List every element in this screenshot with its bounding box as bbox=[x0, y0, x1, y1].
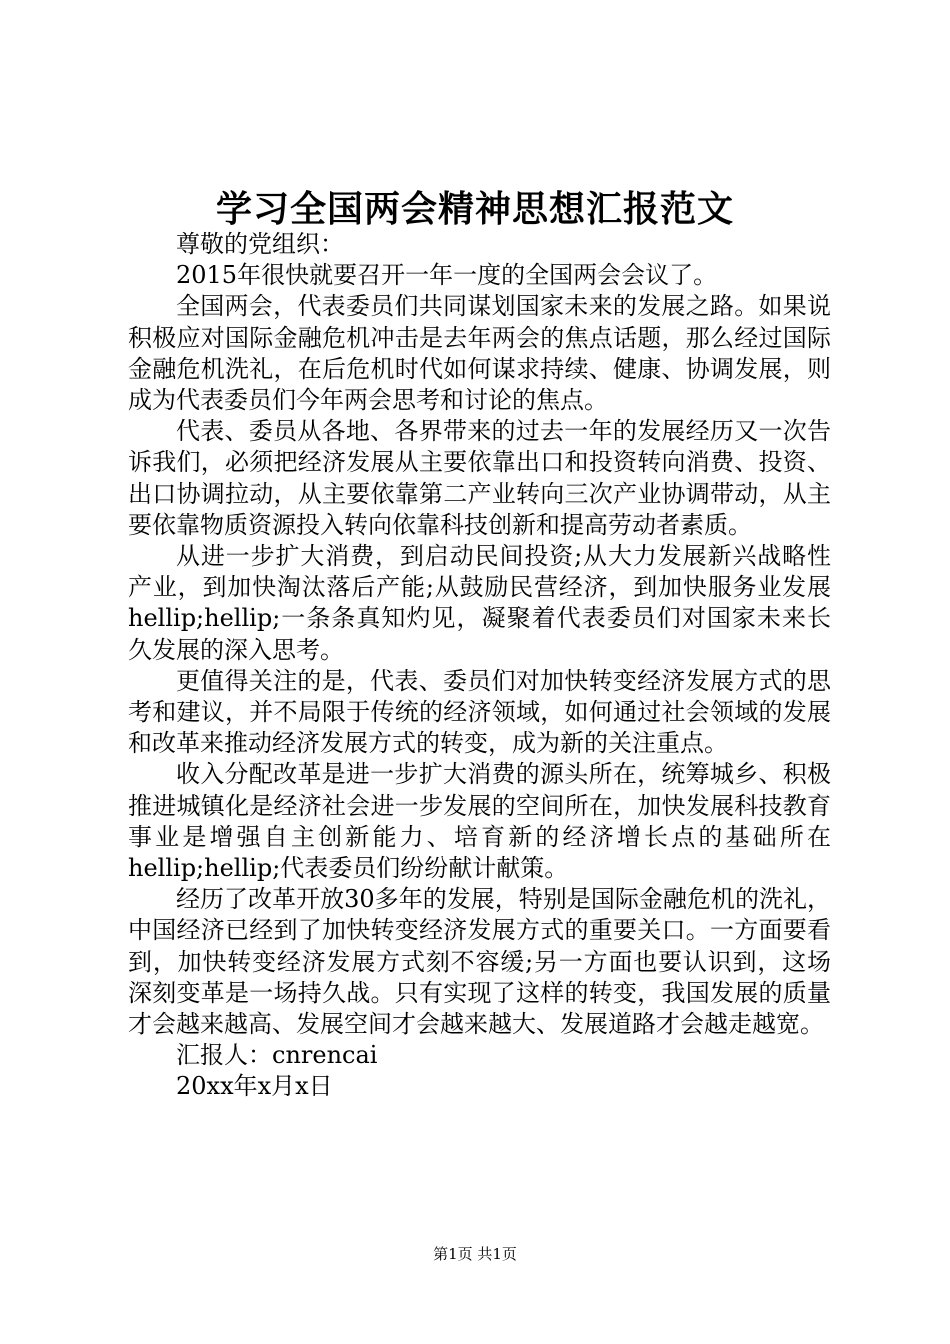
salutation: 尊敬的党组织： bbox=[176, 230, 344, 258]
document-title: 学习全国两会精神思想汇报范文 bbox=[215, 188, 734, 230]
date-line: 20xx年x月x日 bbox=[176, 1072, 333, 1101]
paragraph-4: 从进一步扩大消费，到启动民间投资;从大力发展新兴战略性产业，到加快淘汰落后产能;从鼓励民营经济，到加快服务业发展hellip;hellip;一条条真知灼见，凝聚着代表委员们对国家未来长久发展的深入思考。 bbox=[128, 542, 831, 664]
paragraph-1: 2015年很快就要召开一年一度的全国两会会议了。 bbox=[176, 261, 718, 290]
paragraph-6: 收入分配改革是进一步扩大消费的源头所在，统筹城乡、积极推进城镇化是经济社会进一步发展的空间所在，加快发展科技教育事业是增强自主创新能力、培育新的经济增长点的基础所在hellip;hellip;代表委员们纷纷献计献策。 bbox=[128, 760, 831, 883]
paragraph-3: 代表、委员从各地、各界带来的过去一年的发展经历又一次告诉我们，必须把经济发展从主要依靠出口和投资转向消费、投资、出口协调拉动，从主要依靠第二产业转向三次产业协调带动，从主要依靠物质资源投入转向依靠科技创新和提高劳动者素质。 bbox=[128, 417, 831, 539]
reporter-line: 汇报人：cnrencai bbox=[176, 1041, 378, 1070]
document-body bbox=[128, 229, 831, 1103]
paragraph-2: 全国两会，代表委员们共同谋划国家未来的发展之路。如果说积极应对国际金融危机冲击是去年两会的焦点话题，那么经过国际金融危机洗礼，在后危机时代如何谋求持续、健康、协调发展，则成为代表委员们今年两会思考和讨论的焦点。 bbox=[128, 292, 831, 415]
paragraph-7: 经历了改革开放30多年的发展，特别是国际金融危机的洗礼，中国经济已经到了加快转变经济发展方式的重要关口。一方面要看到，加快转变经济发展方式刻不容缓;另一方面也要认识到，这场深刻变革是一场持久战。只有实现了这样的转变，我国发展的质量才会越来越高、发展空间才会越来越大、发展道路才会越走越宽。 bbox=[128, 885, 831, 1039]
paragraph-5: 更值得关注的是，代表、委员们对加快转变经济发展方式的思考和建议，并不局限于传统的经济领域，如何通过社会领域的发展和改革来推动经济发展方式的转变，成为新的关注重点。 bbox=[128, 666, 831, 758]
page-footer: 第1页 共1页 bbox=[433, 1245, 517, 1263]
